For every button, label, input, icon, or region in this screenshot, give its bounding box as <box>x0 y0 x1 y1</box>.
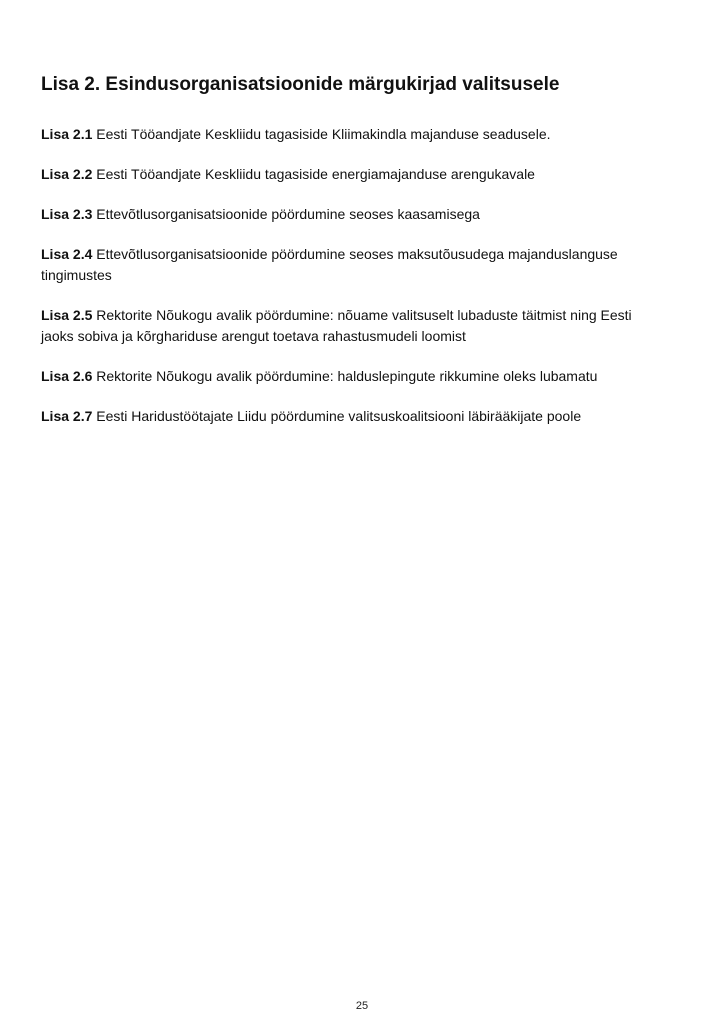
appendix-title: Rektorite Nõukogu avalik pöördumine: halduslepingute rikkumine oleks lubamatu <box>96 368 598 384</box>
appendix-number: Lisa 2.3 <box>41 206 93 222</box>
appendix-number: Lisa 2.5 <box>41 307 93 323</box>
appendix-number: Lisa 2.2 <box>41 166 93 182</box>
appendix-item-2-5 <box>41 305 641 347</box>
appendix-number: Lisa 2.6 <box>41 368 93 384</box>
appendix-title: Eesti Tööandjate Keskliidu tagasiside energiamajanduse arengukavale <box>96 166 535 182</box>
appendix-number: Lisa 2.4 <box>41 246 93 262</box>
appendix-list <box>41 124 641 446</box>
appendix-title: Eesti Tööandjate Keskliidu tagasiside Kliimakindla majanduse seadusele. <box>96 126 551 142</box>
appendix-item-2-7 <box>41 406 641 427</box>
appendix-item-2-3 <box>41 204 641 225</box>
appendix-item-2-4 <box>41 244 641 286</box>
appendix-item-2-6 <box>41 366 641 387</box>
page-title: Lisa 2. Esindusorganisatsioonide märgukirjad valitsusele <box>41 74 560 95</box>
appendix-item-2-1 <box>41 124 641 145</box>
appendix-number: Lisa 2.1 <box>41 126 93 142</box>
appendix-title: Ettevõtlusorganisatsioonide pöördumine seoses kaasamisega <box>96 206 480 222</box>
page-number: 25 <box>355 1000 369 1012</box>
appendix-item-2-2 <box>41 164 641 185</box>
appendix-title: Rektorite Nõukogu avalik pöördumine: nõuame valitsuselt lubaduste täitmist ning Eesti jaoks sobiva ja kõrghariduse arengut toetava rahastusmudeli loomist <box>41 307 632 344</box>
appendix-title: Ettevõtlusorganisatsioonide pöördumine seoses maksutõusudega majanduslanguse tingimustes <box>41 246 618 283</box>
appendix-title: Eesti Haridustöötajate Liidu pöördumine valitsuskoalitsiooni läbirääkijate poole <box>96 408 582 424</box>
appendix-number: Lisa 2.7 <box>41 408 93 424</box>
